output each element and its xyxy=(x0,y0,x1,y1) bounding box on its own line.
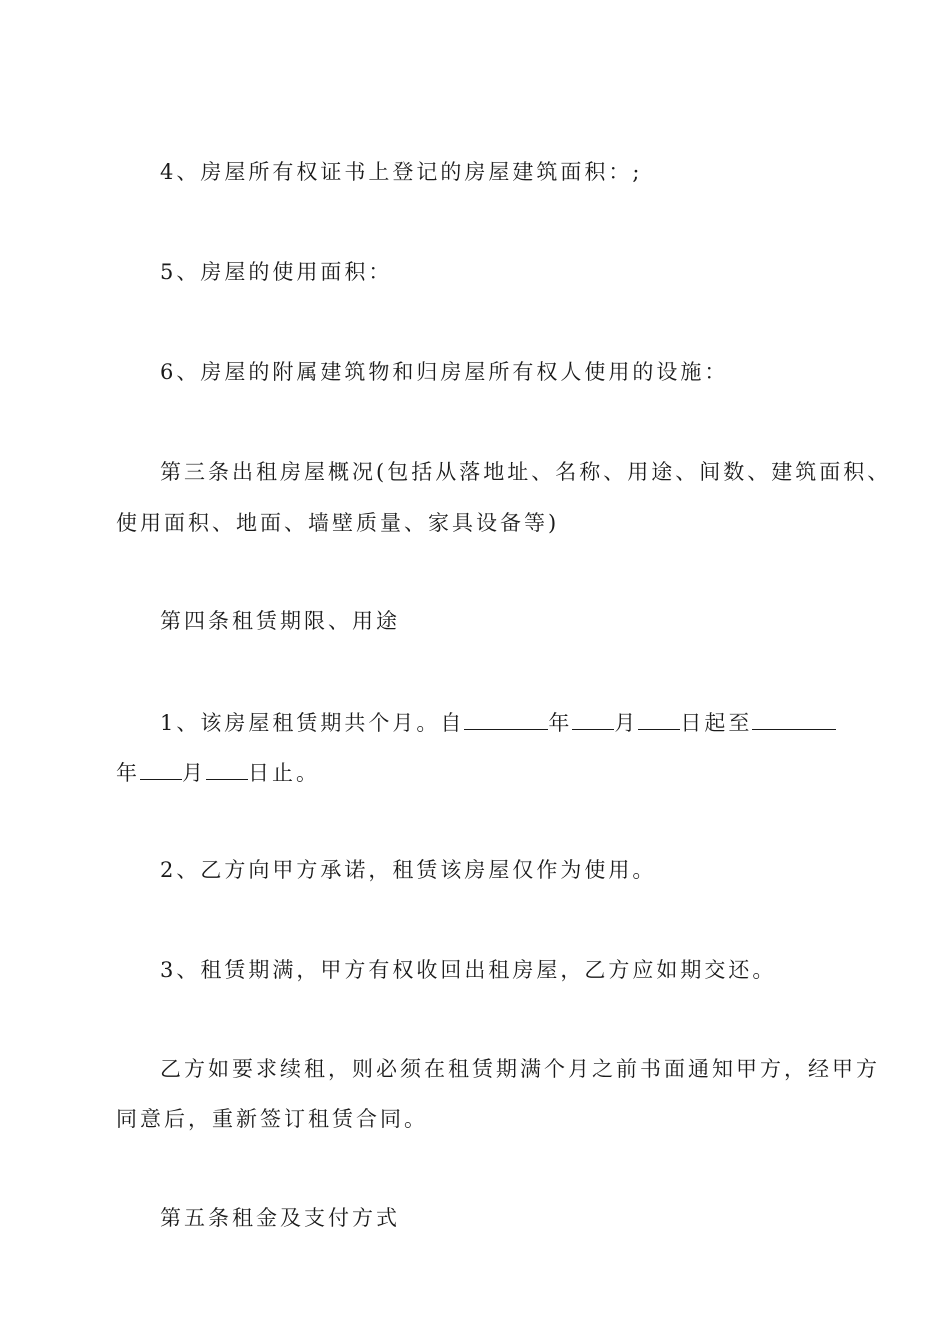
paragraph-usable-area: 5、房屋的使用面积： xyxy=(160,260,393,284)
lease-term-line-2 xyxy=(116,761,320,784)
year-label: 年 xyxy=(548,711,573,735)
lease-term-line-1 xyxy=(160,711,836,734)
blank-end-month xyxy=(140,761,182,780)
paragraph-building-area: 4、房屋所有权证书上登记的房屋建筑面积：; xyxy=(160,160,643,184)
renewal-line-2: 同意后，重新签订租赁合同。 xyxy=(116,1107,428,1131)
year-label: 年 xyxy=(116,761,140,785)
article-three-line-1: 第三条出租房屋概况(包括从落地址、名称、用途、间数、建筑面积、 xyxy=(160,460,892,484)
blank-start-month xyxy=(572,711,614,730)
blank-start-year xyxy=(464,711,548,730)
paragraph-lease-expiry: 3、租赁期满，甲方有权收回出租房屋，乙方应如期交还。 xyxy=(160,958,777,982)
month-label: 月 xyxy=(614,711,639,735)
blank-end-year xyxy=(752,711,836,730)
blank-start-day xyxy=(638,711,680,730)
paragraph-usage-commitment: 2、乙方向甲方承诺，租赁该房屋仅作为使用。 xyxy=(160,858,657,882)
paragraph-ancillary-facilities: 6、房屋的附属建筑物和归房屋所有权人使用的设施： xyxy=(160,360,729,384)
day-until-label: 日起至 xyxy=(680,711,753,735)
article-four-heading: 第四条租赁期限、用途 xyxy=(160,609,400,633)
renewal-line-1: 乙方如要求续租，则必须在租赁期满个月之前书面通知甲方，经甲方 xyxy=(160,1057,880,1081)
day-end-label: 日止。 xyxy=(248,761,320,785)
article-three-line-2: 使用面积、地面、墙壁质量、家具设备等) xyxy=(116,511,560,535)
month-label: 月 xyxy=(182,761,206,785)
lease-term-text: 1、该房屋租赁期共个月。自 xyxy=(160,711,465,735)
blank-end-day xyxy=(206,761,248,780)
article-five-heading: 第五条租金及支付方式 xyxy=(160,1206,400,1230)
